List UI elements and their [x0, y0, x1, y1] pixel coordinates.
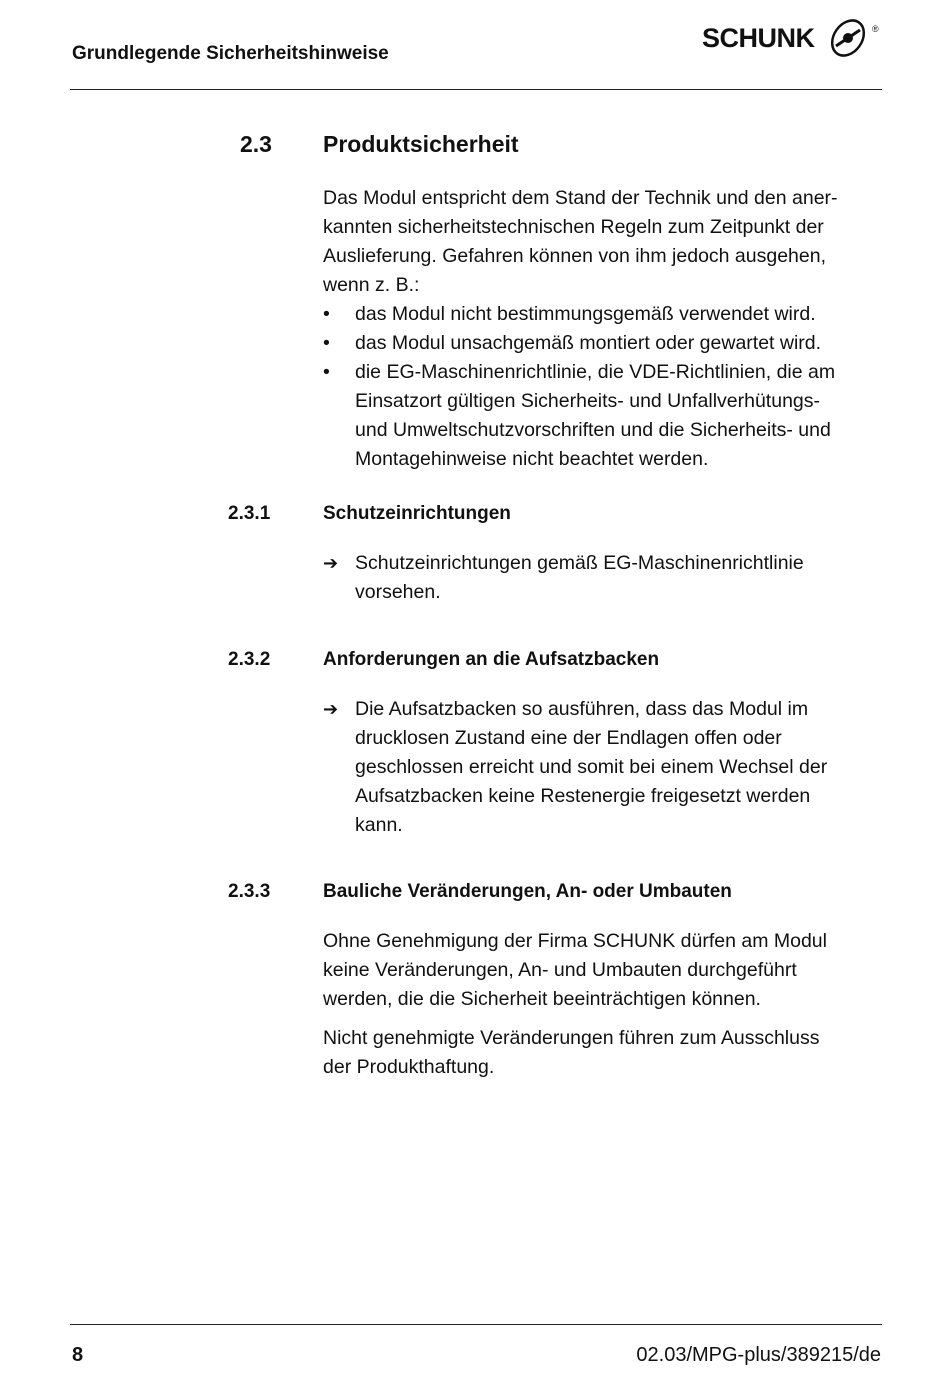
logo-wordmark: SCHUNK — [702, 23, 815, 53]
list-item — [323, 329, 883, 358]
text-line: werden, die die Sicherheit beeinträchtigen können. — [323, 988, 761, 1010]
text-line: die EG-Maschinenrichtlinie, die VDE-Richtlinien, die am — [355, 361, 836, 383]
header-rule — [70, 89, 882, 90]
list-item — [323, 358, 883, 474]
bullet-marker: • — [323, 332, 330, 354]
hazard-list — [323, 300, 883, 474]
text-line: der Produkthaftung. — [323, 1056, 495, 1078]
list-item — [323, 549, 883, 607]
bullet-marker: • — [323, 303, 330, 325]
text-line: Schutzeinrichtungen gemäß EG-Maschinenrichtlinie — [355, 552, 804, 574]
subsection-number: 2.3.2 — [228, 649, 271, 670]
text-line: Aufsatzbacken keine Restenergie freigesetzt werden — [355, 785, 811, 807]
text-line: kannten sicherheitstechnischen Regeln zum Zeitpunkt der — [323, 216, 824, 238]
text-line: drucklosen Zustand eine der Endlagen offen oder — [355, 727, 782, 749]
page-number: 8 — [72, 1344, 84, 1366]
text-line: vorsehen. — [355, 581, 441, 603]
arrow-right-icon: ➔ — [323, 699, 339, 719]
text-line: geschlossen erreicht und somit bei einem Wechsel der — [355, 756, 828, 778]
text-line: Ohne Genehmigung der Firma SCHUNK dürfen am Modul — [323, 930, 827, 952]
text-line: Die Aufsatzbacken so ausführen, dass das Modul im — [355, 698, 809, 720]
text-line: Einsatzort gültigen Sicherheits- und Unfallverhütungs- — [355, 390, 821, 412]
text-line: das Modul unsachgemäß montiert oder gewartet wird. — [355, 332, 822, 354]
list-item — [323, 300, 883, 329]
text-line: keine Veränderungen, An- und Umbauten durchgeführt — [323, 959, 797, 981]
body-paragraph — [323, 927, 883, 1014]
text-line: das Modul nicht bestimmungsgemäß verwendet wird. — [355, 303, 816, 325]
schunk-logo — [700, 8, 885, 66]
text-line: kann. — [355, 814, 403, 836]
bullet-marker: • — [323, 361, 330, 383]
running-header-title: Grundlegende Sicherheitshinweise — [72, 43, 389, 64]
subsection-title: Schutzeinrichtungen — [323, 503, 511, 524]
subsection-title: Anforderungen an die Aufsatzbacken — [323, 649, 660, 670]
body-paragraph — [323, 1024, 883, 1082]
list-item — [323, 695, 883, 840]
instruction-list — [323, 549, 883, 607]
logo-registered-mark: ® — [872, 24, 879, 34]
subsection-number: 2.3.3 — [228, 881, 271, 902]
footer-rule — [70, 1324, 882, 1325]
arrow-right-icon: ➔ — [323, 553, 339, 573]
text-line: Das Modul entspricht dem Stand der Technik und den aner- — [323, 187, 838, 209]
text-line: Auslieferung. Gefahren können von ihm jedoch ausgehen, — [323, 245, 827, 267]
instruction-list — [323, 695, 883, 840]
subsection-title: Bauliche Veränderungen, An- oder Umbauten — [323, 881, 732, 902]
intro-paragraph — [323, 184, 883, 300]
text-line: Nicht genehmigte Veränderungen führen zum Ausschluss — [323, 1027, 820, 1049]
text-line: und Umweltschutzvorschriften und die Sicherheits- und — [355, 419, 831, 441]
subsection-number: 2.3.1 — [228, 503, 271, 524]
text-line: wenn z. B.: — [323, 274, 420, 296]
section-number: 2.3 — [240, 131, 272, 157]
document-id: 02.03/MPG-plus/389215/de — [636, 1344, 881, 1366]
section-title: Produktsicherheit — [323, 131, 519, 157]
text-line: Montagehinweise nicht beachtet werden. — [355, 448, 709, 470]
